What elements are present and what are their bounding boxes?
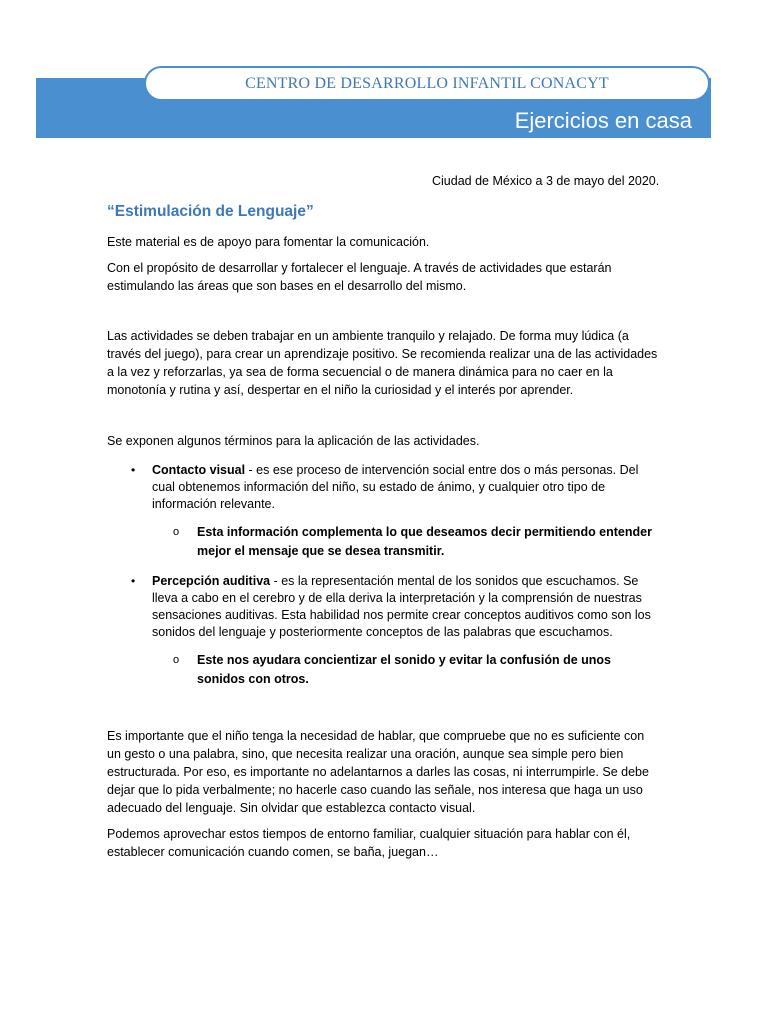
date-line: Ciudad de México a 3 de mayo del 2020. [432,174,660,188]
sub-text: Este nos ayudara concientizar el sonido y evitar la confusión de unos sonidos con otros. [197,653,611,686]
term-item [107,462,659,561]
term-definition: - es ese proceso de intervención social entre dos o más personas. Del cual obtenemos información del niño, su estado de ánimo, y cualquier otro tipo de información relevante. [152,463,639,511]
paragraph-activities: Las actividades se deben trabajar en un ambiente tranquilo y relajado. De forma muy lúdica (a través del juego), para crear un aprendizaje positivo. Se recomienda realizar una de las actividades a la vez y reforzarlas, ya sea de forma secuencial o de manera dinámica para no caer en la monotonía y rutina y así, despertar en el niño la curiosidad y el interés por aprender. [107,329,658,397]
document-title: “Estimulación de Lenguaje” [107,203,314,220]
paragraph-terms-intro: Se exponen algunos términos para la aplicación de las actividades. [107,434,480,448]
terms-list [107,462,659,689]
sub-item [152,523,659,561]
sub-bullet-icon: o [173,654,180,666]
paragraph-importance: Es importante que el niño tenga la necesidad de hablar, que compruebe que no es suficiente con un gesto o una palabra, sino, que necesita realizar una oración, aunque sea simple pero bien estructurada. Por eso, es importante no adelantarnos a darles las cosas, ni interrumpirle. Se debe dejar que lo pida verbalmente; no hacerle caso cuando las señale, nos interesa que haga un uso adecuado del lenguaje. Sin olvidar que establezca contacto visual. [107,729,649,815]
paragraph-purpose: Con el propósito de desarrollar y fortalecer el lenguaje. A través de actividades que estarán estimulando las áreas que son bases en el desarrollo del mismo. [107,261,612,293]
term-name: Contacto visual [152,463,246,477]
org-name: CENTRO DE DESARROLLO INFANTIL CONACYT [245,74,609,92]
sub-text: Esta información complementa lo que deseamos decir permitiendo entender mejor el mensaje que se desea transmitir. [197,525,652,558]
term-item [107,573,659,689]
bullet-icon: • [131,574,136,588]
term-definition: - es la representación mental de los sonidos que escuchamos. Se lleva a cabo en el cerebro y de ella deriva la interpretación y la comprensión de nuestras sensaciones auditivas. Esta habilidad nos permite crear conceptos auditivos como son los sonidos del lenguaje y posteriormente conceptos de las palabras que escuchamos. [152,574,651,639]
paragraph-family-time: Podemos aprovechar estos tiempos de entorno familiar, cualquier situación para hablar con él, establecer comunicación cuando comen, se baña, juegan… [107,827,631,859]
sub-item [152,651,659,689]
bullet-icon: • [131,463,136,477]
paragraph-intro: Este material es de apoyo para fomentar la comunicación. [107,235,430,249]
header-subtitle: Ejercicios en casa [514,108,692,133]
document-body [107,233,659,861]
term-name: Percepción auditiva [152,574,271,588]
header-pill [144,66,710,101]
sub-bullet-icon: o [173,526,180,538]
